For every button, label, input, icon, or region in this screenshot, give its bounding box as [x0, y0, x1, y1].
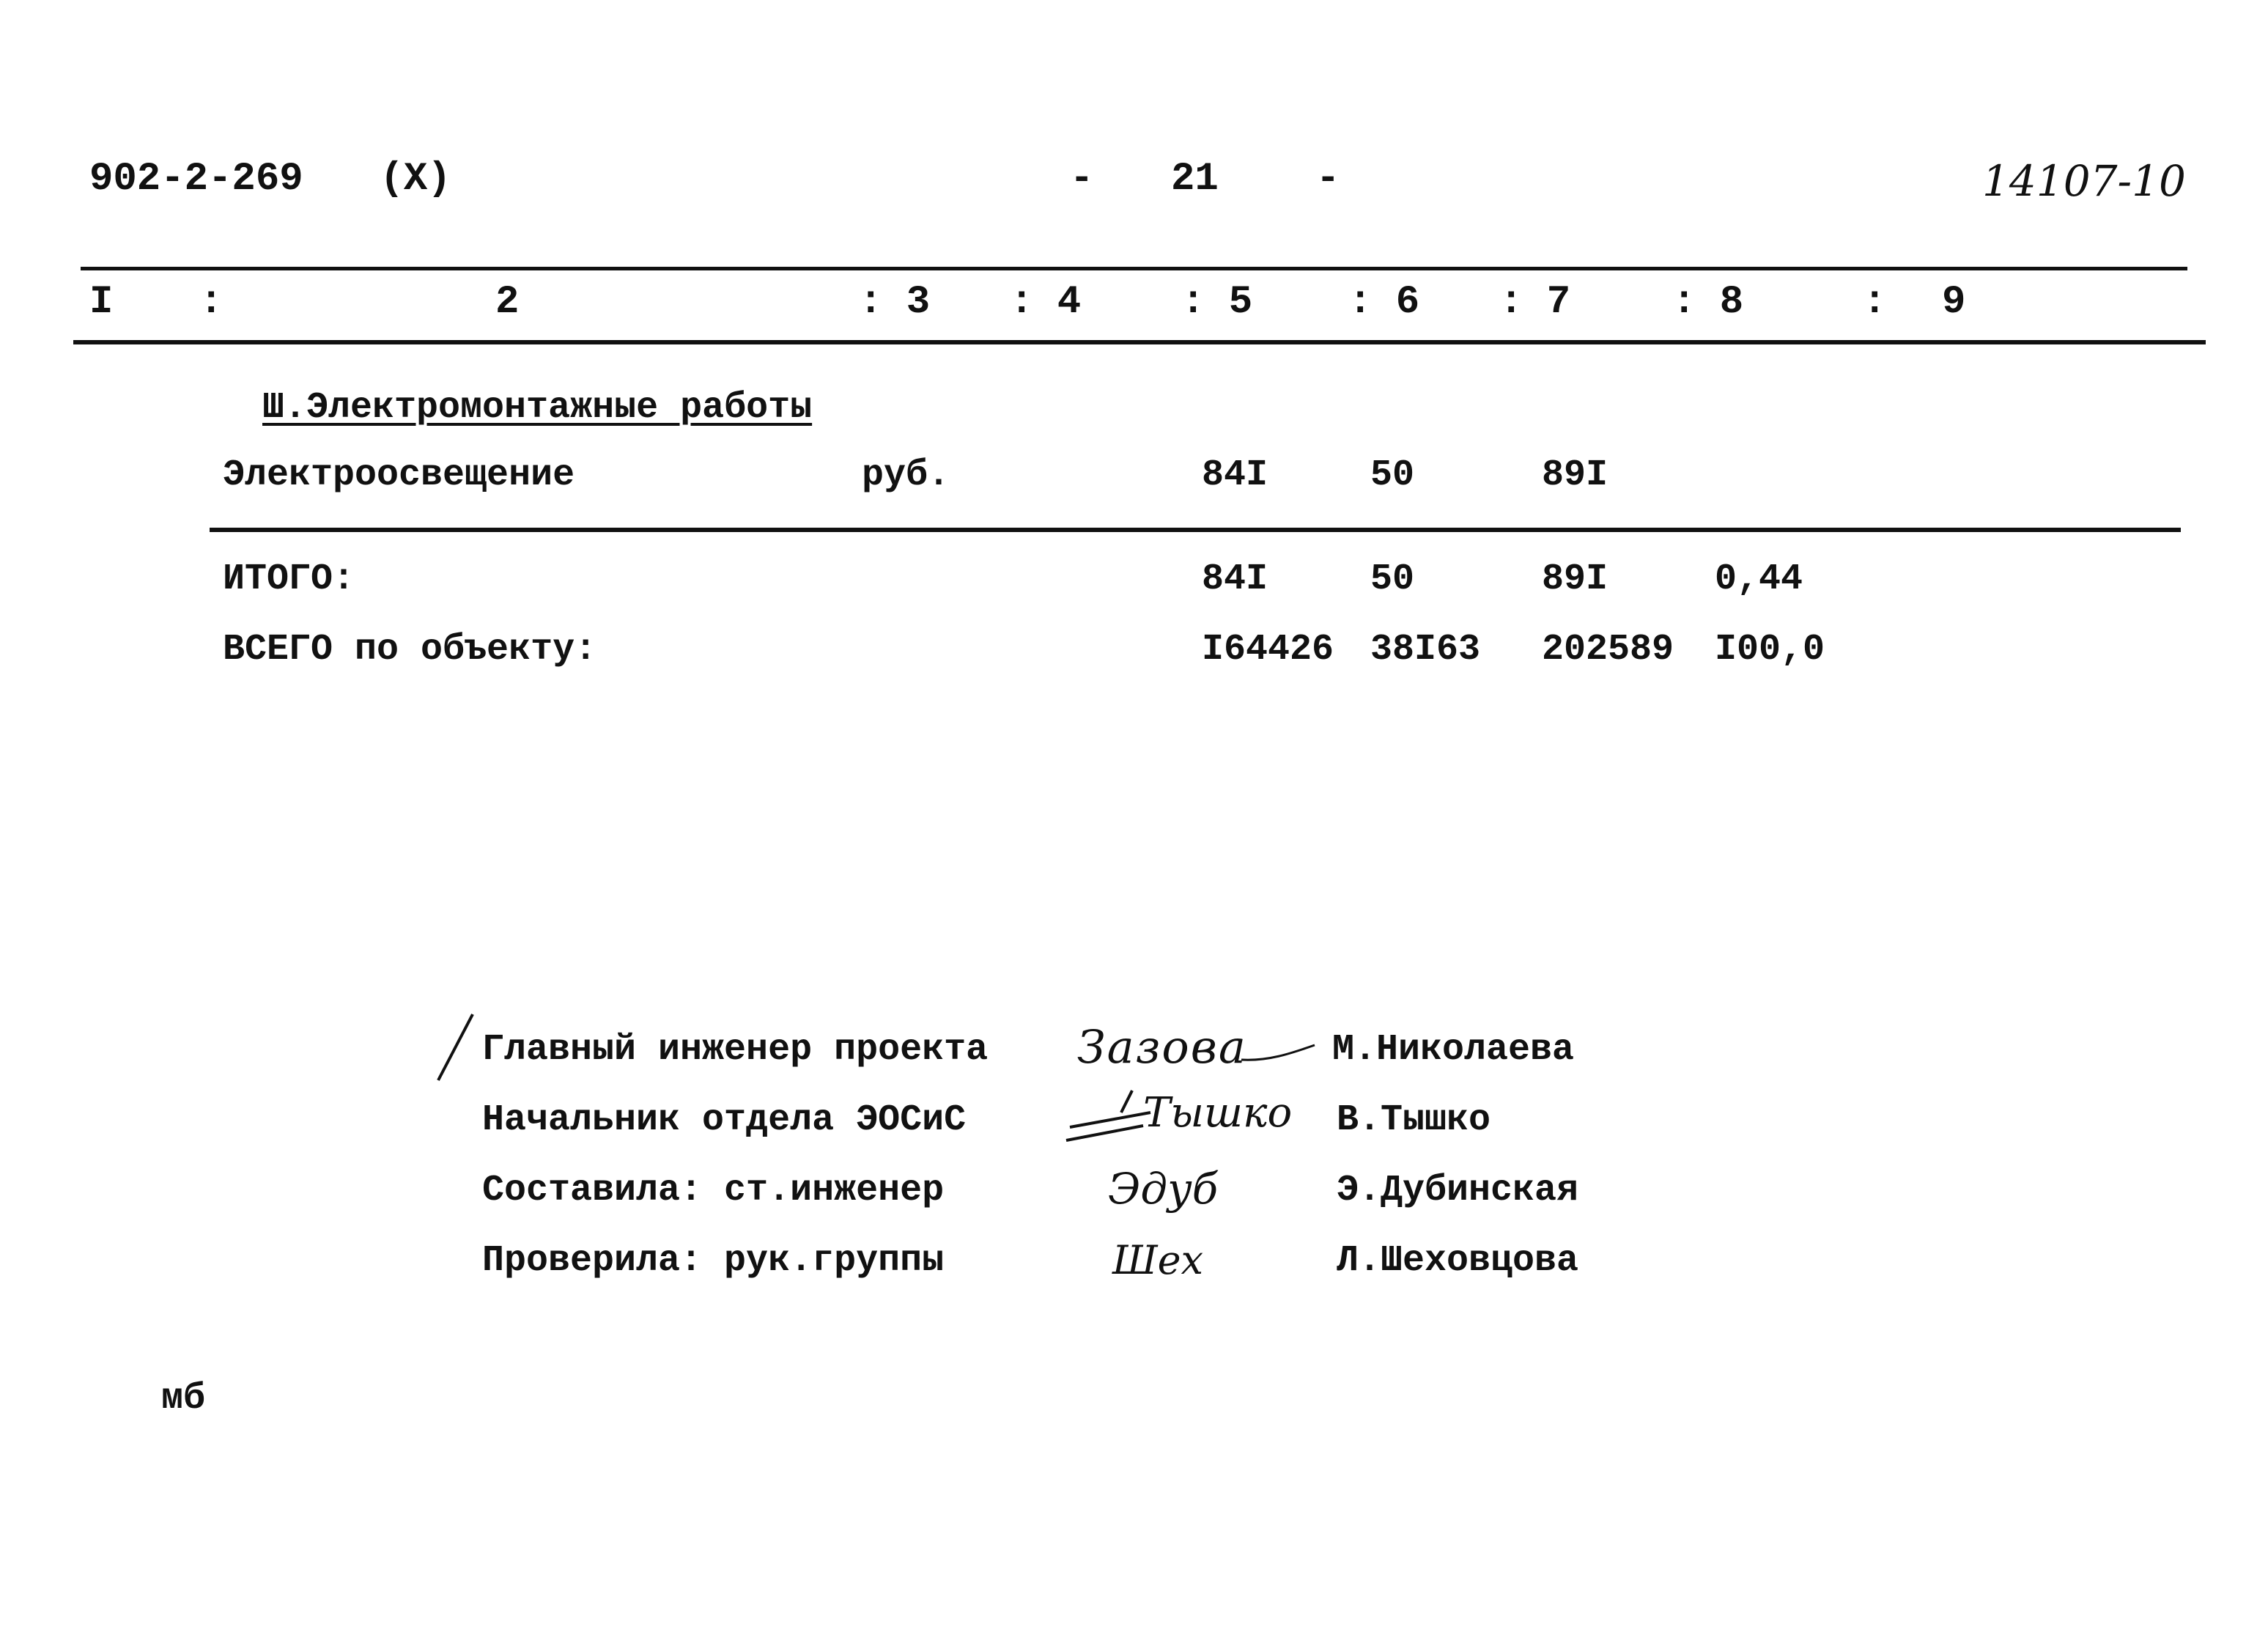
row-unit: руб.	[862, 454, 950, 496]
column-number: : 3	[859, 280, 931, 325]
total-col6: 38I63	[1370, 629, 1481, 671]
doc-variant-text: (Х)	[380, 157, 451, 202]
handwritten-signature: Эдуб	[1108, 1164, 1219, 1214]
column-number: : 6	[1348, 280, 1420, 325]
column-number: : 4	[1010, 280, 1082, 325]
column-number: : 8	[1672, 280, 1744, 325]
row-col5: 84I	[1202, 454, 1268, 496]
doc-code-text: 902-2-269	[89, 157, 303, 202]
column-number: I	[89, 280, 114, 325]
page-number: 21	[1171, 157, 1219, 202]
total-col8: I00,0	[1715, 629, 1825, 671]
document-code	[89, 157, 451, 202]
slash-mark	[432, 1011, 476, 1085]
dash-left: -	[1070, 157, 1094, 202]
signature-role: Начальник отдела ЭОСиС	[482, 1099, 967, 1141]
subtotal-label: ИТОГО:	[223, 558, 355, 600]
signature-name: Э.Дубинская	[1337, 1170, 1579, 1211]
handwritten-signature: Шех	[1112, 1237, 1204, 1283]
signature-role: Проверила: рук.группы	[482, 1240, 945, 1282]
signature-role: Главный инженер проекта	[482, 1029, 989, 1071]
row-col6: 50	[1370, 454, 1415, 496]
column-number: : 5	[1181, 280, 1253, 325]
table-top-rule	[81, 267, 2187, 270]
column-separator: :	[199, 280, 224, 325]
row-name: Электроосвещение	[223, 454, 575, 496]
section-title: Ш.Электромонтажные работы	[262, 387, 813, 429]
table-header-rule	[73, 340, 2206, 344]
total-col5: I64426	[1202, 629, 1334, 671]
subtotal-col8: 0,44	[1715, 558, 1803, 600]
dash-right: -	[1316, 157, 1340, 202]
column-number: 2	[495, 280, 520, 325]
total-label: ВСЕГО по объекту:	[223, 629, 597, 671]
column-number: 9	[1942, 280, 1966, 325]
signature-name: Л.Шеховцова	[1337, 1240, 1579, 1282]
signature-name: М.Николаева	[1332, 1029, 1575, 1071]
signature-name: В.Тышко	[1337, 1099, 1491, 1141]
row-col7: 89I	[1542, 454, 1608, 496]
column-number: : 7	[1499, 280, 1571, 325]
column-separator: :	[1863, 280, 1887, 325]
subtotal-col5: 84I	[1202, 558, 1268, 600]
subtotal-col7: 89I	[1542, 558, 1608, 600]
footer-mark: мб	[161, 1378, 206, 1420]
signature-flourish	[1238, 1039, 1319, 1069]
handwritten-signature: Тышко	[1143, 1089, 1293, 1137]
handwritten-signature: Зазова	[1077, 1020, 1247, 1074]
subtotal-col6: 50	[1370, 558, 1415, 600]
total-col7: 202589	[1542, 629, 1674, 671]
subtotal-rule	[210, 528, 2181, 532]
archive-number: 14107-10	[1982, 156, 2186, 206]
signature-role: Составила: ст.инженер	[482, 1170, 945, 1211]
